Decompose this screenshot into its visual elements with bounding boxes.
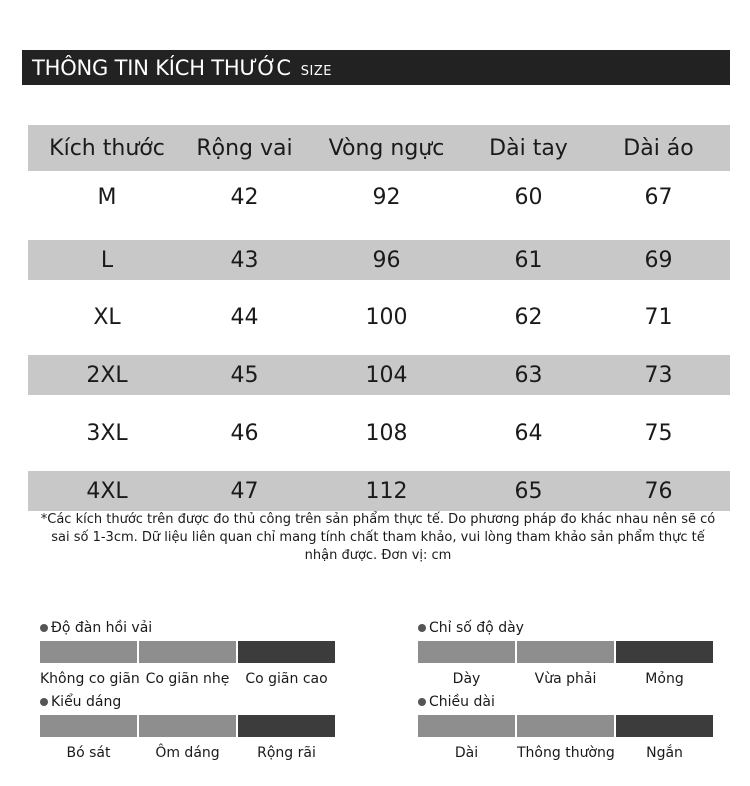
table-header-row — [28, 125, 730, 171]
column-header: Rộng vai — [196, 135, 293, 161]
table-cell: 112 — [365, 478, 408, 504]
scale-title: Độ đàn hồi vải — [51, 620, 153, 636]
scale-segment-selected — [238, 641, 335, 663]
table-cell: 64 — [514, 420, 543, 446]
column-header: Vòng ngực — [328, 135, 445, 161]
table-row — [28, 355, 730, 395]
table-cell: 46 — [230, 420, 259, 446]
scale-bars — [418, 641, 716, 663]
measurement-note: *Các kích thước trên được đo thủ công trên sản phẩm thực tế. Do phương pháp đo khác nhau nên sẽ có sai số 1-3cm. Dữ liệu liên quan chỉ mang tính chất tham khảo, vui lòng tham khảo sản phẩm thực tế nhận được. Đơn vị: cm — [40, 512, 716, 563]
table-row — [28, 171, 730, 223]
table-cell: 104 — [365, 362, 408, 388]
table-cell: 44 — [230, 305, 259, 330]
table-row — [28, 471, 730, 511]
scale-segment — [40, 715, 137, 737]
scale-segment — [139, 715, 236, 737]
table-cell: XL — [93, 305, 121, 330]
scale-segment — [517, 641, 614, 663]
table-cell: 61 — [514, 247, 543, 273]
scale-segment — [418, 715, 515, 737]
table-cell: 67 — [644, 184, 673, 210]
thickness-scale — [418, 618, 716, 687]
scale-bars — [418, 715, 716, 737]
table-cell: 43 — [230, 247, 259, 273]
scale-option: Thông thường — [517, 745, 615, 761]
column-header: Dài áo — [623, 135, 694, 161]
bullet-icon — [418, 698, 426, 706]
table-cell: 47 — [230, 478, 259, 504]
table-cell: 60 — [514, 184, 543, 210]
scale-option: Dày — [452, 671, 481, 687]
scale-option: Dài — [454, 745, 479, 761]
scale-segment — [40, 641, 137, 663]
table-cell: 62 — [514, 305, 543, 330]
table-cell: 71 — [644, 305, 673, 330]
scale-option: Co giãn nhẹ — [145, 671, 230, 687]
scale-title: Chiều dài — [429, 694, 495, 710]
table-cell: 45 — [230, 362, 259, 388]
table-cell: 108 — [365, 420, 408, 446]
scale-option: Rộng rãi — [257, 745, 316, 761]
table-row — [28, 395, 730, 471]
scale-segment-selected — [616, 641, 713, 663]
scale-option: Bó sát — [66, 745, 111, 761]
table-cell: 73 — [644, 362, 673, 388]
table-row — [28, 240, 730, 280]
table-cell: 4XL — [86, 478, 128, 504]
scale-option: Vừa phải — [534, 671, 597, 687]
scale-option: Ôm dáng — [155, 745, 220, 761]
scale-bars — [40, 715, 338, 737]
table-cell: M — [97, 184, 117, 210]
table-cell: L — [100, 247, 114, 273]
scale-option: Ngắn — [646, 745, 683, 761]
table-cell: 75 — [644, 420, 673, 446]
scale-option: Mỏng — [645, 671, 684, 687]
scale-title: Kiểu dáng — [51, 694, 122, 710]
scale-segment — [139, 641, 236, 663]
table-cell: 100 — [365, 305, 408, 330]
scale-segment — [517, 715, 614, 737]
scale-segment-selected — [238, 715, 335, 737]
title-bar — [22, 50, 730, 85]
bullet-icon — [40, 698, 48, 706]
table-cell: 69 — [644, 247, 673, 273]
size-table — [28, 125, 730, 511]
table-cell: 65 — [514, 478, 543, 504]
scale-segment — [418, 641, 515, 663]
scale-segment-selected — [616, 715, 713, 737]
length-scale — [418, 692, 716, 761]
table-cell: 96 — [372, 247, 401, 273]
column-header: Kích thước — [49, 135, 165, 161]
scale-option: Co giãn cao — [245, 671, 328, 687]
table-cell: 2XL — [86, 362, 128, 388]
scale-bars — [40, 641, 338, 663]
scale-title: Chỉ số độ dày — [429, 620, 524, 636]
table-row — [28, 280, 730, 355]
table-cell: 76 — [644, 478, 673, 504]
table-cell: 42 — [230, 184, 259, 210]
scale-option: Không co giãn — [40, 671, 140, 687]
bullet-icon — [418, 624, 426, 632]
page-subtitle: SIZE — [300, 64, 332, 79]
bullet-icon — [40, 624, 48, 632]
column-header: Dài tay — [489, 135, 568, 161]
table-cell: 3XL — [86, 420, 128, 446]
table-cell: 63 — [514, 362, 543, 388]
table-cell: 92 — [372, 184, 401, 210]
page-title: THÔNG TIN KÍCH THƯỚC — [32, 56, 291, 80]
fit-scale — [40, 692, 338, 761]
elasticity-scale — [40, 618, 338, 687]
